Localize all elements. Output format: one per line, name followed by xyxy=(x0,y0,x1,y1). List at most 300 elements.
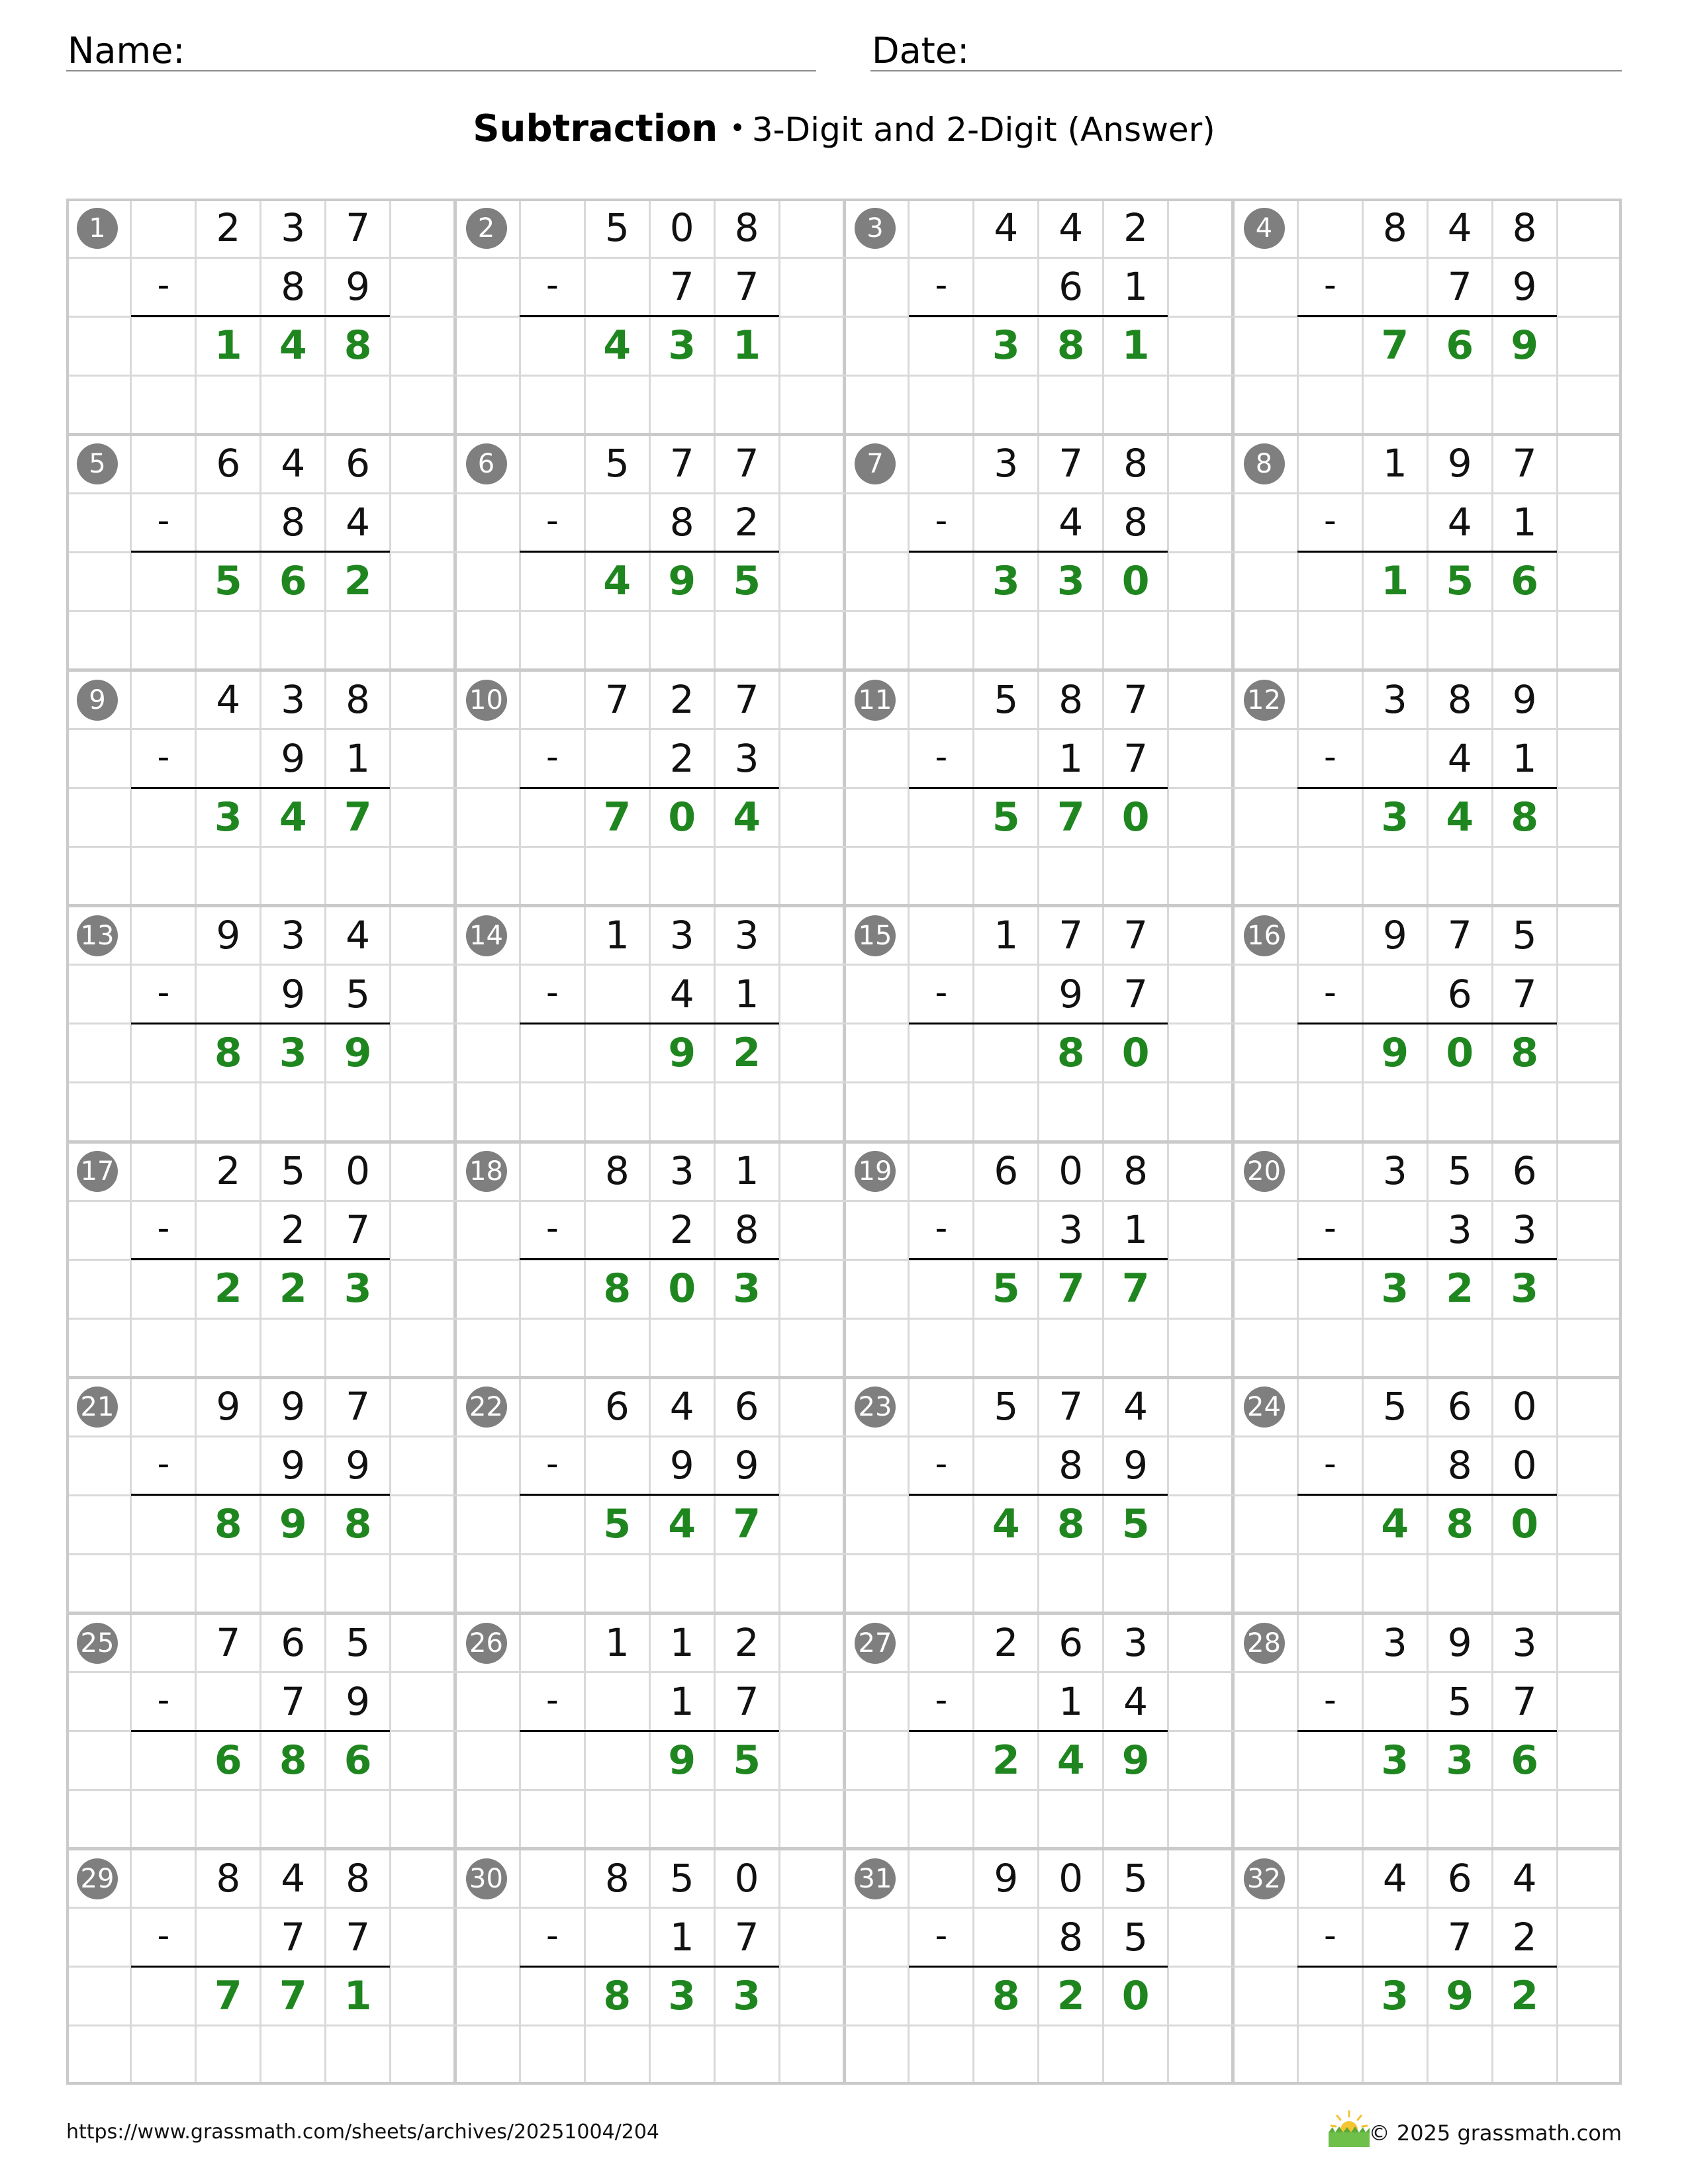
minus-sign: - xyxy=(157,1680,170,1720)
subtrahend-digit: 2 xyxy=(281,1207,306,1253)
subtrahend-digit: 7 xyxy=(1123,735,1149,781)
subtrahend-digit: 1 xyxy=(669,1678,694,1724)
minuend-digit: 6 xyxy=(994,1148,1019,1193)
minus-sign: - xyxy=(545,1208,559,1248)
answer-digit: 6 xyxy=(214,1737,242,1784)
minus-sign: - xyxy=(545,501,559,541)
answer-digit: 1 xyxy=(1381,558,1409,605)
subtrahend-digit: 8 xyxy=(281,500,306,545)
minus-sign: - xyxy=(935,972,948,1013)
answer-digit: 0 xyxy=(668,794,696,841)
problem-number-badge: 10 xyxy=(466,680,507,721)
answer-digit: 3 xyxy=(1511,1265,1538,1312)
problem-8 xyxy=(1233,434,1622,670)
minuend-digit: 0 xyxy=(1512,1384,1537,1430)
answer-digit: 5 xyxy=(603,1501,632,1548)
problem-number-badge: 3 xyxy=(855,208,896,249)
minus-sign: - xyxy=(157,265,170,305)
answer-digit: 4 xyxy=(1446,794,1474,841)
answer-digit: 2 xyxy=(992,1737,1020,1784)
name-label: Name: xyxy=(68,30,185,71)
answer-digit: 4 xyxy=(1381,1501,1409,1548)
minuend-digit: 3 xyxy=(994,441,1019,486)
minuend-digit: 9 xyxy=(216,1384,241,1430)
subtrahend-digit: 7 xyxy=(281,1678,306,1724)
minus-sign: - xyxy=(935,1444,948,1484)
minuend-digit: 3 xyxy=(281,912,306,958)
answer-digit: 4 xyxy=(668,1501,696,1548)
problem-number-badge: 24 xyxy=(1244,1387,1285,1428)
minus-sign: - xyxy=(935,265,948,305)
minuend-digit: 0 xyxy=(734,1855,759,1901)
subtrahend-digit: 7 xyxy=(1447,1914,1472,1960)
minuend-digit: 5 xyxy=(1512,912,1537,958)
minus-sign: - xyxy=(545,1680,559,1720)
problem-28 xyxy=(1233,1614,1622,1849)
answer-digit: 9 xyxy=(1511,322,1538,369)
minuend-digit: 9 xyxy=(1447,1619,1472,1665)
answer-digit: 8 xyxy=(603,1265,632,1312)
subtrahend-digit: 7 xyxy=(281,1914,306,1960)
answer-digit: 9 xyxy=(668,1029,696,1076)
subtrahend-digit: 1 xyxy=(1512,500,1537,545)
problem-number-badge: 16 xyxy=(1244,915,1285,956)
subtrahend-digit: 7 xyxy=(1447,264,1472,310)
minuend-digit: 5 xyxy=(1123,1855,1149,1901)
minuend-digit: 6 xyxy=(346,441,371,486)
minuend-digit: 8 xyxy=(346,676,371,722)
subtrahend-digit: 9 xyxy=(1058,971,1084,1017)
answer-digit: 4 xyxy=(279,794,307,841)
subtrahend-digit: 7 xyxy=(1512,971,1537,1017)
subtrahend-digit: 1 xyxy=(1058,1678,1084,1724)
answer-digit: 2 xyxy=(279,1265,307,1312)
answer-digit: 2 xyxy=(1446,1265,1474,1312)
minuend-digit: 0 xyxy=(1058,1855,1084,1901)
minus-sign: - xyxy=(157,1444,170,1484)
minuend-digit: 5 xyxy=(346,1619,371,1665)
subtrahend-digit: 7 xyxy=(1512,1678,1537,1724)
answer-digit: 3 xyxy=(668,322,696,369)
subtrahend-digit: 7 xyxy=(734,1914,759,1960)
answer-digit: 1 xyxy=(733,322,761,369)
answer-digit: 5 xyxy=(1121,1501,1150,1548)
answer-digit: 8 xyxy=(214,1029,242,1076)
answer-digit: 8 xyxy=(279,1737,307,1784)
answer-digit: 3 xyxy=(1381,1737,1409,1784)
answer-digit: 7 xyxy=(1121,1265,1150,1312)
subtrahend-digit: 3 xyxy=(1512,1207,1537,1253)
minuend-digit: 2 xyxy=(669,676,694,722)
minus-sign: - xyxy=(157,1208,170,1248)
worksheet-title xyxy=(0,106,1688,156)
problem-27 xyxy=(844,1614,1233,1849)
answer-digit: 9 xyxy=(1446,1972,1474,2019)
subtrahend-digit: 3 xyxy=(734,735,759,781)
problem-number-badge: 25 xyxy=(77,1623,118,1664)
problem-12 xyxy=(1233,670,1622,906)
subtrahend-digit: 9 xyxy=(669,1443,694,1488)
problem-26 xyxy=(455,1614,845,1849)
problem-11 xyxy=(844,670,1233,906)
problem-number-badge: 13 xyxy=(77,915,118,956)
minuend-digit: 5 xyxy=(281,1148,306,1193)
answer-digit: 8 xyxy=(1056,1501,1085,1548)
answer-digit: 6 xyxy=(1511,558,1538,605)
minuend-digit: 9 xyxy=(281,1384,306,1430)
subtrahend-digit: 8 xyxy=(1447,1443,1472,1488)
subtrahend-digit: 5 xyxy=(1123,1914,1149,1960)
answer-digit: 3 xyxy=(1381,1972,1409,2019)
minus-sign: - xyxy=(1323,501,1336,541)
minus-sign: - xyxy=(157,737,170,777)
problem-18 xyxy=(455,1142,845,1377)
title-subtitle: 3-Digit and 2-Digit (Answer) xyxy=(751,111,1215,149)
minuend-digit: 8 xyxy=(346,1855,371,1901)
minuend-digit: 4 xyxy=(1382,1855,1407,1901)
answer-digit: 8 xyxy=(1446,1501,1474,1548)
subtrahend-digit: 2 xyxy=(669,735,694,781)
minuend-digit: 9 xyxy=(1512,676,1537,722)
answer-digit: 3 xyxy=(344,1265,372,1312)
answer-digit: 0 xyxy=(1511,1501,1538,1548)
minus-sign: - xyxy=(1323,1680,1336,1720)
minuend-digit: 4 xyxy=(994,205,1019,250)
answer-digit: 9 xyxy=(668,558,696,605)
minus-sign: - xyxy=(1323,1444,1336,1484)
minuend-digit: 3 xyxy=(281,205,306,250)
answer-digit: 9 xyxy=(668,1737,696,1784)
minuend-digit: 7 xyxy=(1123,676,1149,722)
title-main: Subtraction xyxy=(473,107,718,150)
answer-digit: 8 xyxy=(1056,322,1085,369)
subtrahend-digit: 4 xyxy=(346,500,371,545)
minuend-digit: 7 xyxy=(346,205,371,250)
subtrahend-digit: 1 xyxy=(346,735,371,781)
problem-number-badge: 15 xyxy=(855,915,896,956)
subtrahend-digit: 3 xyxy=(1447,1207,1472,1253)
answer-digit: 8 xyxy=(344,1501,372,1548)
answer-digit: 6 xyxy=(279,558,307,605)
problem-15 xyxy=(844,906,1233,1142)
problem-number-badge: 2 xyxy=(466,208,507,249)
problem-13 xyxy=(66,906,455,1142)
problem-number-badge: 1 xyxy=(77,208,118,249)
answer-digit: 3 xyxy=(1381,1265,1409,1312)
problem-3 xyxy=(844,199,1233,434)
minuend-digit: 7 xyxy=(1447,912,1472,958)
minuend-digit: 8 xyxy=(604,1855,630,1901)
problem-7 xyxy=(844,434,1233,670)
answer-digit: 5 xyxy=(733,1737,761,1784)
answer-digit: 9 xyxy=(1381,1029,1409,1076)
answer-digit: 4 xyxy=(733,794,761,841)
problem-number-badge: 20 xyxy=(1244,1151,1285,1192)
subtrahend-digit: 9 xyxy=(346,1678,371,1724)
subtrahend-digit: 4 xyxy=(1123,1678,1149,1724)
minuend-digit: 1 xyxy=(604,912,630,958)
minus-sign: - xyxy=(157,1915,170,1956)
subtrahend-digit: 1 xyxy=(1058,735,1084,781)
minuend-digit: 9 xyxy=(1447,441,1472,486)
minuend-digit: 7 xyxy=(734,676,759,722)
minuend-digit: 7 xyxy=(734,441,759,486)
minus-sign: - xyxy=(545,1444,559,1484)
problem-2 xyxy=(455,199,845,434)
minuend-digit: 4 xyxy=(1058,205,1084,250)
subtrahend-digit: 7 xyxy=(1123,971,1149,1017)
answer-digit: 3 xyxy=(992,322,1020,369)
minuend-digit: 4 xyxy=(669,1384,694,1430)
problem-9 xyxy=(66,670,455,906)
answer-digit: 3 xyxy=(668,1972,696,2019)
problem-23 xyxy=(844,1377,1233,1613)
minus-sign: - xyxy=(545,737,559,777)
minuend-digit: 7 xyxy=(1058,1384,1084,1430)
minuend-digit: 7 xyxy=(1058,912,1084,958)
problem-22 xyxy=(455,1377,845,1613)
problem-grid xyxy=(66,199,1622,2085)
answer-digit: 2 xyxy=(1056,1972,1085,2019)
minuend-digit: 2 xyxy=(994,1619,1019,1665)
problem-number-badge: 9 xyxy=(77,680,118,721)
problem-16 xyxy=(1233,906,1622,1142)
answer-digit: 5 xyxy=(992,1265,1020,1312)
minuend-digit: 8 xyxy=(604,1148,630,1193)
answer-digit: 7 xyxy=(214,1972,242,2019)
problem-number-badge: 14 xyxy=(466,915,507,956)
minus-sign: - xyxy=(935,1680,948,1720)
subtrahend-digit: 1 xyxy=(669,1914,694,1960)
answer-digit: 9 xyxy=(279,1501,307,1548)
answer-digit: 7 xyxy=(279,1972,307,2019)
problem-number-badge: 11 xyxy=(855,680,896,721)
minuend-digit: 2 xyxy=(216,205,241,250)
minuend-digit: 2 xyxy=(734,1619,759,1665)
minuend-digit: 4 xyxy=(1512,1855,1537,1901)
answer-digit: 0 xyxy=(668,1265,696,1312)
minuend-digit: 7 xyxy=(346,1384,371,1430)
minuend-digit: 3 xyxy=(1512,1619,1537,1665)
answer-digit: 7 xyxy=(344,794,372,841)
problem-19 xyxy=(844,1142,1233,1377)
minuend-digit: 3 xyxy=(281,676,306,722)
problem-25 xyxy=(66,1614,455,1849)
subtrahend-digit: 7 xyxy=(346,1207,371,1253)
answer-digit: 4 xyxy=(603,322,632,369)
minuend-digit: 1 xyxy=(734,1148,759,1193)
minuend-digit: 2 xyxy=(216,1148,241,1193)
subtrahend-digit: 7 xyxy=(734,1678,759,1724)
answer-digit: 8 xyxy=(214,1501,242,1548)
subtrahend-digit: 4 xyxy=(669,971,694,1017)
minuend-digit: 6 xyxy=(1058,1619,1084,1665)
answer-digit: 7 xyxy=(733,1501,761,1548)
answer-digit: 4 xyxy=(603,558,632,605)
minuend-digit: 8 xyxy=(1123,441,1149,486)
footer-url: https://www.grassmath.com/sheets/archives/20251004/204 xyxy=(66,2120,660,2144)
answer-digit: 7 xyxy=(1056,1265,1085,1312)
date-field[interactable] xyxy=(870,25,1622,71)
minuend-digit: 1 xyxy=(994,912,1019,958)
minuend-digit: 1 xyxy=(669,1619,694,1665)
minus-sign: - xyxy=(1323,972,1336,1013)
minuend-digit: 3 xyxy=(669,912,694,958)
subtrahend-digit: 8 xyxy=(1123,500,1149,545)
answer-digit: 3 xyxy=(733,1972,761,2019)
minuend-digit: 6 xyxy=(1447,1855,1472,1901)
problem-21 xyxy=(66,1377,455,1613)
minuend-digit: 7 xyxy=(604,676,630,722)
minuend-digit: 8 xyxy=(1512,205,1537,250)
problem-32 xyxy=(1233,1849,1622,2085)
minuend-digit: 4 xyxy=(281,1855,306,1901)
answer-digit: 1 xyxy=(344,1972,372,2019)
minuend-digit: 0 xyxy=(346,1148,371,1193)
answer-digit: 2 xyxy=(1511,1972,1538,2019)
answer-digit: 2 xyxy=(344,558,372,605)
minuend-digit: 4 xyxy=(281,441,306,486)
subtrahend-digit: 2 xyxy=(1512,1914,1537,1960)
subtrahend-digit: 9 xyxy=(346,264,371,310)
minus-sign: - xyxy=(157,501,170,541)
answer-digit: 4 xyxy=(1056,1737,1085,1784)
minuend-digit: 8 xyxy=(1382,205,1407,250)
problem-number-badge: 12 xyxy=(1244,680,1285,721)
minuend-digit: 3 xyxy=(669,1148,694,1193)
minuend-digit: 3 xyxy=(1382,676,1407,722)
subtrahend-digit: 7 xyxy=(669,264,694,310)
minuend-digit: 4 xyxy=(1447,205,1472,250)
problem-number-badge: 7 xyxy=(855,443,896,484)
subtrahend-digit: 1 xyxy=(1123,1207,1149,1253)
problem-number-badge: 5 xyxy=(77,443,118,484)
minuend-digit: 0 xyxy=(1058,1148,1084,1193)
answer-digit: 6 xyxy=(1446,322,1474,369)
subtrahend-digit: 2 xyxy=(669,1207,694,1253)
minuend-digit: 8 xyxy=(1123,1148,1149,1193)
answer-digit: 4 xyxy=(992,1501,1020,1548)
problem-24 xyxy=(1233,1377,1622,1613)
answer-digit: 5 xyxy=(1446,558,1474,605)
subtrahend-digit: 9 xyxy=(734,1443,759,1488)
footer-copyright: © 2025 grassmath.com xyxy=(1368,2120,1622,2146)
answer-digit: 7 xyxy=(603,794,632,841)
problem-number-badge: 18 xyxy=(466,1151,507,1192)
answer-digit: 8 xyxy=(1511,1029,1538,1076)
minuend-digit: 5 xyxy=(604,441,630,486)
answer-digit: 8 xyxy=(1056,1029,1085,1076)
subtrahend-digit: 4 xyxy=(1447,735,1472,781)
minuend-digit: 5 xyxy=(1447,1148,1472,1193)
minuend-digit: 3 xyxy=(1382,1148,1407,1193)
subtrahend-digit: 6 xyxy=(1058,264,1084,310)
minuend-digit: 5 xyxy=(669,1855,694,1901)
problem-number-badge: 26 xyxy=(466,1623,507,1664)
subtrahend-digit: 1 xyxy=(1123,264,1149,310)
minuend-digit: 5 xyxy=(994,1384,1019,1430)
answer-digit: 3 xyxy=(992,558,1020,605)
minuend-digit: 7 xyxy=(1058,441,1084,486)
minus-sign: - xyxy=(935,501,948,541)
answer-digit: 8 xyxy=(1511,794,1538,841)
answer-digit: 2 xyxy=(733,1029,761,1076)
problem-number-badge: 17 xyxy=(77,1151,118,1192)
minus-sign: - xyxy=(545,265,559,305)
minus-sign: - xyxy=(157,972,170,1013)
minuend-digit: 9 xyxy=(994,1855,1019,1901)
minus-sign: - xyxy=(545,972,559,1013)
answer-digit: 8 xyxy=(603,1972,632,2019)
subtrahend-digit: 5 xyxy=(1447,1678,1472,1724)
subtrahend-digit: 1 xyxy=(734,971,759,1017)
problem-14 xyxy=(455,906,845,1142)
answer-digit: 0 xyxy=(1121,794,1150,841)
problem-30 xyxy=(455,1849,845,2085)
minus-sign: - xyxy=(1323,1915,1336,1956)
answer-digit: 3 xyxy=(279,1029,307,1076)
name-field[interactable] xyxy=(66,25,816,71)
subtrahend-digit: 0 xyxy=(1512,1443,1537,1488)
minuend-digit: 8 xyxy=(1058,676,1084,722)
answer-digit: 8 xyxy=(344,322,372,369)
minuend-digit: 4 xyxy=(1123,1384,1149,1430)
problem-31 xyxy=(844,1849,1233,2085)
minuend-digit: 6 xyxy=(734,1384,759,1430)
problem-number-badge: 30 xyxy=(466,1858,507,1899)
minuend-digit: 8 xyxy=(216,1855,241,1901)
answer-digit: 5 xyxy=(214,558,242,605)
problem-10 xyxy=(455,670,845,906)
answer-digit: 1 xyxy=(1121,322,1150,369)
problem-number-badge: 4 xyxy=(1244,208,1285,249)
minuend-digit: 9 xyxy=(216,912,241,958)
problem-number-badge: 29 xyxy=(77,1858,118,1899)
minuend-digit: 3 xyxy=(1123,1619,1149,1665)
subtrahend-digit: 5 xyxy=(346,971,371,1017)
answer-digit: 0 xyxy=(1446,1029,1474,1076)
grass-sun-logo-icon xyxy=(1326,2110,1372,2148)
answer-digit: 2 xyxy=(214,1265,242,1312)
problem-5 xyxy=(66,434,455,670)
minuend-digit: 5 xyxy=(604,205,630,250)
problem-29 xyxy=(66,1849,455,2085)
subtrahend-digit: 9 xyxy=(1123,1443,1149,1488)
subtrahend-digit: 3 xyxy=(1058,1207,1084,1253)
minuend-digit: 4 xyxy=(216,676,241,722)
minuend-digit: 5 xyxy=(1382,1384,1407,1430)
answer-digit: 0 xyxy=(1121,558,1150,605)
minus-sign: - xyxy=(1323,1208,1336,1248)
minus-sign: - xyxy=(935,1915,948,1956)
subtrahend-digit: 7 xyxy=(734,264,759,310)
minuend-digit: 7 xyxy=(1512,441,1537,486)
minuend-digit: 4 xyxy=(346,912,371,958)
problem-number-badge: 22 xyxy=(466,1387,507,1428)
title-bullet: • xyxy=(729,113,745,144)
problem-number-badge: 32 xyxy=(1244,1858,1285,1899)
problem-number-badge: 31 xyxy=(855,1858,896,1899)
subtrahend-digit: 4 xyxy=(1447,500,1472,545)
subtrahend-digit: 9 xyxy=(281,735,306,781)
subtrahend-digit: 9 xyxy=(281,1443,306,1488)
minuend-digit: 6 xyxy=(216,441,241,486)
answer-digit: 3 xyxy=(214,794,242,841)
minus-sign: - xyxy=(545,1915,559,1956)
minuend-digit: 5 xyxy=(994,676,1019,722)
minuend-digit: 6 xyxy=(604,1384,630,1430)
minus-sign: - xyxy=(1323,737,1336,777)
